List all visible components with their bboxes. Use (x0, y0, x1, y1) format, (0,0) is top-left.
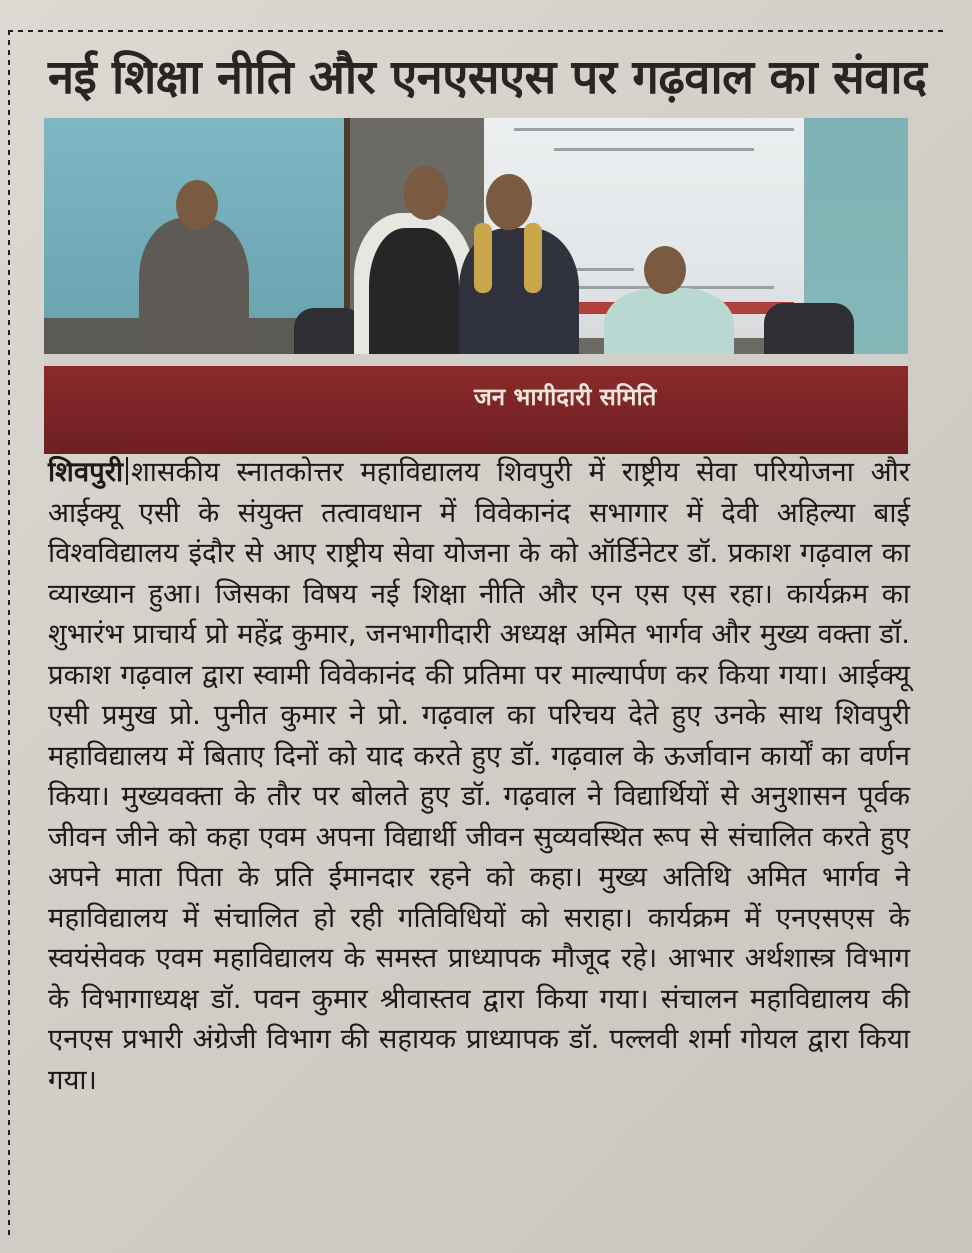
article-dateline: शिवपुरी (48, 456, 124, 488)
person-center-head (404, 166, 448, 220)
article-photo (44, 118, 908, 454)
article-headline: नई शिक्षा नीति और एनएसएस पर गढ़वाल का संवाद (48, 50, 927, 105)
article-body-text: शासकीय स्नातकोत्तर महाविद्यालय शिवपुरी में राष्ट्रीय सेवा परियोजना और आईक्यू एसी के संयुक्त तत्वावधान में विवेकानंद सभागार में देवी अहिल्या बाई विश्वविद्यालय इंदौर से आए राष्ट्रीय सेवा योजना के को ऑर्डिनेटर डॉ. प्रकाश गढ़वाल का व्याख्यान हुआ। जिसका विषय नई शिक्षा नीति और एन एस एस रहा। कार्यक्रम का शुभारंभ प्राचार्य प्रो महेंद्र कुमार, जनभागीदारी अध्यक्ष अमित भार्गव और मुख्य वक्ता डॉ. प्रकाश गढ़वाल द्वारा स्वामी विवेकानंद की प्रतिमा पर माल्यार्पण कर किया गया। आईक्यू एसी प्रमुख प्रो. पुनीत कुमार ने प्रो. गढ़वाल का परिचय देते हुए उनके साथ शिवपुरी महाविद्यालय में बिताए दिनों को याद करते हुए डॉ. गढ़वाल के ऊर्जावान कार्यों का वर्णन किया। मुख्यवक्ता के तौर पर बोलते हुए डॉ. गढ़वाल ने विद्यार्थियों से अनुशासन पूर्वक जीवन जीने को कहा एवम अपना विद्यार्थी जीवन सुव्यवस्थित रूप से संचालित करते हुए अपने माता पिता के प्रति ईमानदार रहने को कहा। मुख्य अतिथि अमित भार्गव ने महाविद्यालय में संचालित हो रही गतिविधियों को सराहा। कार्यक्रम में एनएसएस के स्वयंसेवक एवम महाविद्यालय के समस्त प्राध्यापक मौजूद रहे। आभार अर्थशास्त्र विभाग के विभागाध्यक्ष डॉ. पवन कुमार श्रीवास्तव द्वारा किया गया। संचालन महाविद्यालय की एनएस प्रभारी अंग्रेजी विभाग की सहायक प्राध्यापक डॉ. पल्लवी शर्मा गोयल द्वारा किया गया। (48, 456, 911, 1096)
dateline-separator (126, 457, 128, 485)
article-body (48, 452, 910, 1100)
clipping-left-border (8, 30, 10, 1240)
person-seated-head (644, 246, 686, 294)
person-garlanded-head (486, 174, 532, 230)
garland (474, 223, 492, 293)
person-left (139, 218, 249, 368)
garland (524, 223, 542, 293)
clipping-top-border (8, 30, 948, 32)
table-banner-text: जन भागीदारी समिति (474, 383, 657, 411)
person-center-jacket (369, 228, 459, 373)
person-left-head (176, 180, 218, 230)
screen-text-line (514, 128, 794, 131)
screen-text-line (554, 148, 754, 151)
